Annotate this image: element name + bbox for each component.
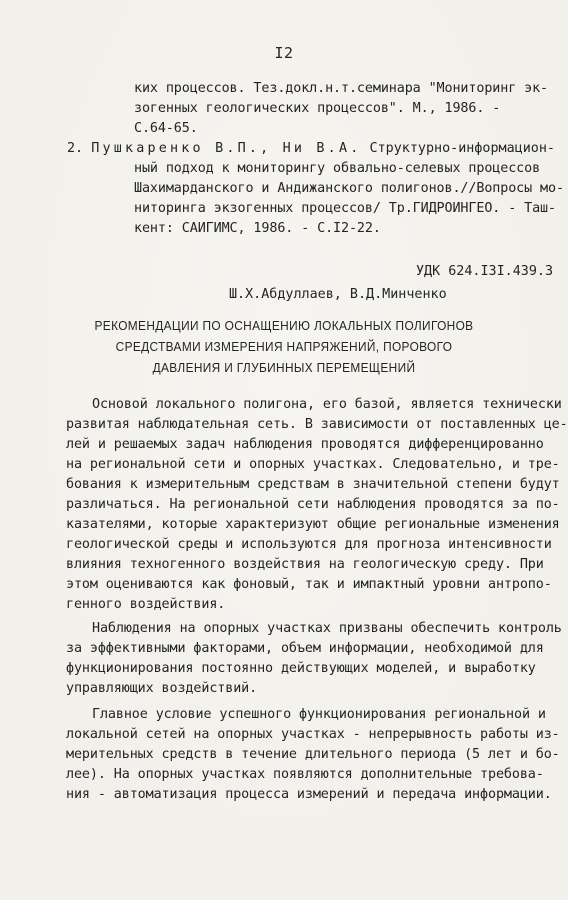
paragraph-line: на региональной сети и опорных участках. Следовательно, и тре-: [66, 457, 560, 472]
reference-2-first-line: [67, 140, 555, 158]
paragraph-line: влияния техногенного воздействия на геологическую среду. При: [66, 557, 544, 572]
reference-2-line: Шахимарданского и Андижанского полигонов.//Вопросы мо-: [134, 181, 564, 196]
paragraph-line: генного воздействия.: [66, 597, 226, 612]
paragraph-line: геологической среды и используются для прогноза интенсивности: [66, 537, 552, 552]
reference-2-line: кент: САИГИМС, 1986. - С.I2-22.: [134, 221, 381, 236]
paragraph-line: Главное условие успешного функционирования региональной и: [92, 707, 546, 722]
reference-2-line: ниторинга экзогенных процессов/ Тр.ГИДРОИНГЕО. - Таш-: [134, 201, 556, 216]
reference-tail-line: С.64-65.: [134, 121, 198, 136]
article-title-line: РЕКОМЕНДАЦИИ ПО ОСНАЩЕНИЮ ЛОКАЛЬНЫХ ПОЛИГОНОВ: [94, 318, 474, 333]
paragraph-line: этом оцениваются как фоновый, так и импактный уровни антропо-: [66, 577, 552, 592]
paragraph-line: мерительных средств в течение длительного периода (5 лет и бо-: [66, 747, 560, 762]
paragraph-line: лей и решаемых задач наблюдения проводятся дифференцированно: [66, 437, 544, 452]
paragraph-line: локальной сетей на опорных участках - непрерывность работы из-: [66, 727, 560, 742]
paragraph-line: бования к измерительным средствам в значительной степени будут: [66, 477, 560, 492]
reference-2-authors: Пушкаренко В.П., Ни В.А.: [91, 141, 362, 156]
paragraph-line: Наблюдения на опорных участках призваны обеспечить контроль: [92, 621, 562, 636]
paragraph-line: за эффективными факторами, объем информации, необходимой для: [66, 641, 544, 656]
paragraph-line: управляющих воздействий.: [66, 681, 258, 696]
reference-tail-line: зогенных геологических процессов". М., 1986. -: [134, 101, 501, 116]
paragraph-line: лее). На опорных участках появляются дополнительные требова-: [66, 767, 544, 782]
paragraph-line: различаться. На региональной сети наблюдения проводятся за по-: [66, 497, 560, 512]
paragraph-line: развитая наблюдательная сеть. В зависимости от поставленных це-: [66, 417, 568, 432]
page-number: I2: [274, 44, 294, 62]
paragraph-line: Основой локального полигона, его базой, является технически: [92, 397, 562, 412]
article-title-line: СРЕДСТВАМИ ИЗМЕРЕНИЯ НАПРЯЖЕНИЙ, ПОРОВОГО: [115, 339, 453, 354]
reference-2-title-start: Структурно-информацион-: [361, 141, 555, 156]
reference-2-number: 2.: [67, 141, 84, 156]
paragraph-line: функционирования постоянно действующих моделей, и выработку: [66, 661, 536, 676]
reference-2-line: ный подход к мониторингу обвально-селевых процессов: [134, 161, 541, 176]
article-authors: Ш.Х.Абдуллаев, В.Д.Минченко: [229, 287, 447, 302]
udc-code: УДК 624.I3I.439.3: [416, 264, 554, 279]
article-title-line: ДАВЛЕНИЯ И ГЛУБИННЫХ ПЕРЕМЕЩЕНИЙ: [152, 360, 416, 375]
paragraph-line: казателями, которые характеризуют общие региональные изменения: [66, 517, 560, 532]
reference-tail-line: ких процессов. Тез.докл.н.т.семинара "Мониторинг эк-: [134, 81, 549, 96]
paragraph-line: ния - автоматизация процесса измерений и передача информации.: [66, 787, 552, 802]
